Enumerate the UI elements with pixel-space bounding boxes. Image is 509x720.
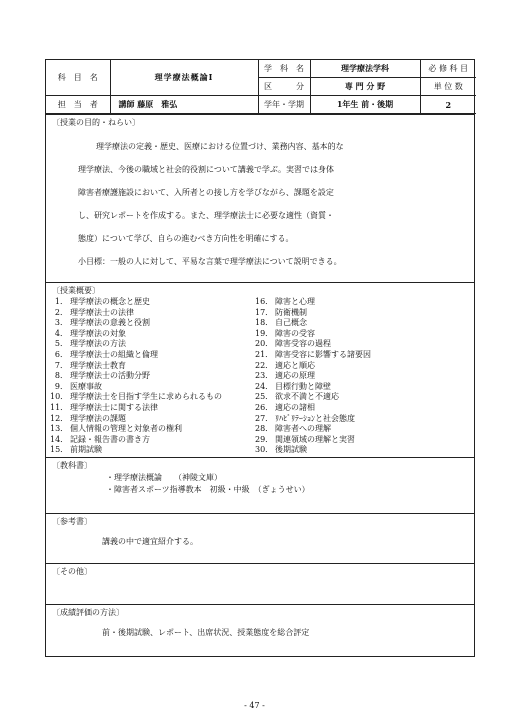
outline-item [50,308,255,319]
outline-item-number: 1． [54,297,68,306]
outline-item-number: 26． [255,402,274,412]
outline-item [50,339,255,350]
page-number: - 47 - [244,701,265,710]
purpose-section [46,114,474,282]
other-heading: 〔その他〕 [52,567,92,576]
category-value: 専 門 分 野 [310,78,420,96]
required-course-label: 必 修 科 目 [420,60,476,78]
outline-item-number: 19． [255,328,274,338]
outline-item [255,361,460,372]
outline-item-text: 理学療法の対象 [70,328,126,338]
outline-item-number: 6． [54,349,68,359]
outline-item-number: 14． [50,434,69,444]
outline-item-number: 16． [255,297,274,306]
outline-item-number: 8． [54,371,68,381]
outline-item-number: 22． [255,360,274,370]
outline-item [255,382,460,393]
outline-item-text: ﾘﾊﾋﾞﾘﾃｰｼｮﾝと社会態度 [275,413,355,423]
credits-value: 2 [420,96,476,114]
outline-item [50,297,255,308]
other-section [46,563,474,604]
outline-item [255,371,460,382]
purpose-line: 理学療法の定義・歴史、医療における位置づけ、業務内容、基本的な [96,142,344,151]
subject-label: 科 目 名 [46,60,110,96]
outline-item [50,382,255,393]
outline-item-number: 21． [255,349,274,359]
outline-item-number: 28． [255,424,274,434]
outline-item-text: 理学療法の方法 [70,339,126,349]
reference-heading: 〔参考書〕 [52,517,92,526]
outline-columns [46,297,474,456]
outline-item-text: 記録・報告書の書き方 [70,434,150,444]
credits-label: 単 位 数 [420,78,476,96]
category-label: 区 分 [258,78,310,96]
outline-item [50,371,255,382]
outline-item-text: 目標行動と障壁 [275,381,331,391]
outline-item-text: 理学療法士の活動分野 [70,371,150,381]
outline-item [255,329,460,340]
department-value: 理学療法学科 [310,60,420,78]
outline-item-text: 自己概念 [275,318,307,328]
teacher-label: 担 当 者 [46,96,110,114]
outline-item [255,297,460,308]
outline-item-text: 欲求不満と不適応 [275,392,339,402]
outline-item-text: 障害受容の過程 [275,339,331,349]
outline-item-text: 適応と順応 [275,360,315,370]
outline-item-number: 2． [54,307,68,317]
outline-item-text: 適応の諸相 [275,402,315,412]
year-term-value: 1年生 前・後期 [310,96,420,114]
outline-item-text: 防衛機制 [275,307,307,317]
reference-text: 講義の中で適宜紹介する。 [102,537,198,546]
evaluation-text: 前・後期試験、レポート、出席状況、授業態度を総合評定 [102,628,310,637]
textbook-item: ・障害者スポーツ指導教本 初級・中級 （ぎょうせい） [106,485,310,494]
outline-item [50,435,255,446]
outline-item-text: 障害者への理解 [275,424,331,434]
evaluation-section [46,604,474,659]
outline-item [50,414,255,425]
textbook-heading: 〔教科書〕 [52,461,92,470]
outline-item [255,339,460,350]
outline-item [255,308,460,319]
department-label: 学 科 名 [258,60,310,78]
outline-item-number: 5． [54,339,68,349]
purpose-line: 障害者療護施設において、入所者との接し方を学びながら、課題を設定 [78,188,334,197]
course-title: 理学療法概論Ⅰ [110,60,258,96]
outline-item-number: 3． [54,318,68,328]
outline-item-number: 24． [255,381,274,391]
outline-left-column [50,297,255,456]
outline-item-number: 17． [255,307,274,317]
outline-item-number: 15． [50,445,69,455]
syllabus-sheet [45,59,475,657]
outline-item-number: 12． [50,413,69,423]
outline-item [50,361,255,372]
outline-item [255,435,460,446]
reference-section [46,513,474,563]
outline-item-number: 30． [255,445,274,455]
teacher-name: 講師 藤原 雅弘 [110,96,258,114]
outline-item-text: 理学療法士を目指す学生に求められるもの [70,392,222,402]
outline-item-number: 27． [255,413,274,423]
outline-item-number: 13． [50,424,69,434]
outline-heading: 〔授業概要〕 [52,286,100,295]
outline-item [50,445,255,456]
outline-item-number: 23． [255,371,274,381]
textbook-section [46,457,474,513]
outline-item-text: 理学療法士教育 [70,360,126,370]
outline-item [255,318,460,329]
outline-item-number: 18． [255,318,274,328]
course-header-table [46,60,476,114]
outline-item-text: 関連領域の理解と実習 [275,434,355,444]
outline-item-text: 適応の原理 [275,371,315,381]
outline-item-number: 20． [255,339,274,349]
evaluation-heading: 〔成績評価の方法〕 [52,608,124,617]
outline-item-number: 9． [54,381,68,391]
outline-item-text: 理学療法士の組織と倫理 [70,349,158,359]
purpose-line: 理学療法、今後の職域と社会的役割について講義で学ぶ。実習では身体 [78,165,334,174]
outline-item-text: 理学療法士の法律 [70,307,134,317]
outline-item-number: 4． [54,328,68,338]
purpose-heading: 〔授業の目的・ねらい〕 [52,118,140,127]
outline-right-column [255,297,460,456]
outline-section [46,282,474,457]
outline-item-text: 前期試験 [70,445,102,455]
outline-item-number: 7． [54,360,68,370]
outline-item-number: 25． [255,392,274,402]
outline-item [255,392,460,403]
purpose-line: 態度）について学び、自らの進むべき方向性を明確にする。 [78,234,294,243]
textbook-item: ・理学療法概論 （神陵文庫） [106,473,222,482]
outline-item-number: 29． [255,434,274,444]
outline-item [255,350,460,361]
outline-item-number: 10． [50,392,69,402]
outline-item [50,318,255,329]
outline-item-text: 理学療法士に関する法律 [70,402,158,412]
purpose-line: し、研究レポートを作成する。また、理学療法士に必要な適性（資質・ [78,211,334,220]
year-term-label: 学年・学期 [258,96,310,114]
outline-item [255,445,460,456]
outline-item-number: 11． [50,402,69,412]
outline-item [50,424,255,435]
outline-item-text: 後期試験 [275,445,307,455]
outline-item [50,403,255,414]
outline-item [255,424,460,435]
outline-item-text: 障害の受容 [275,328,315,338]
outline-item-text: 理学療法の意義と役割 [70,318,150,328]
goal-text: 小目標：一般の人に対して、平易な言葉で理学療法について説明できる。 [78,257,342,266]
outline-item [255,403,460,414]
outline-item-text: 理学療法の課題 [70,413,126,423]
outline-item-text: 医療事故 [70,381,102,391]
outline-item [50,329,255,340]
outline-item [50,392,255,403]
outline-item-text: 理学療法の概念と歴史 [70,297,150,306]
outline-item-text: 障害と心理 [275,297,315,306]
outline-item-text: 個人情報の管理と対象者の権利 [70,424,182,434]
outline-item-text: 障害受容に影響する諸要因 [275,349,371,359]
outline-item [255,414,460,425]
outline-item [50,350,255,361]
